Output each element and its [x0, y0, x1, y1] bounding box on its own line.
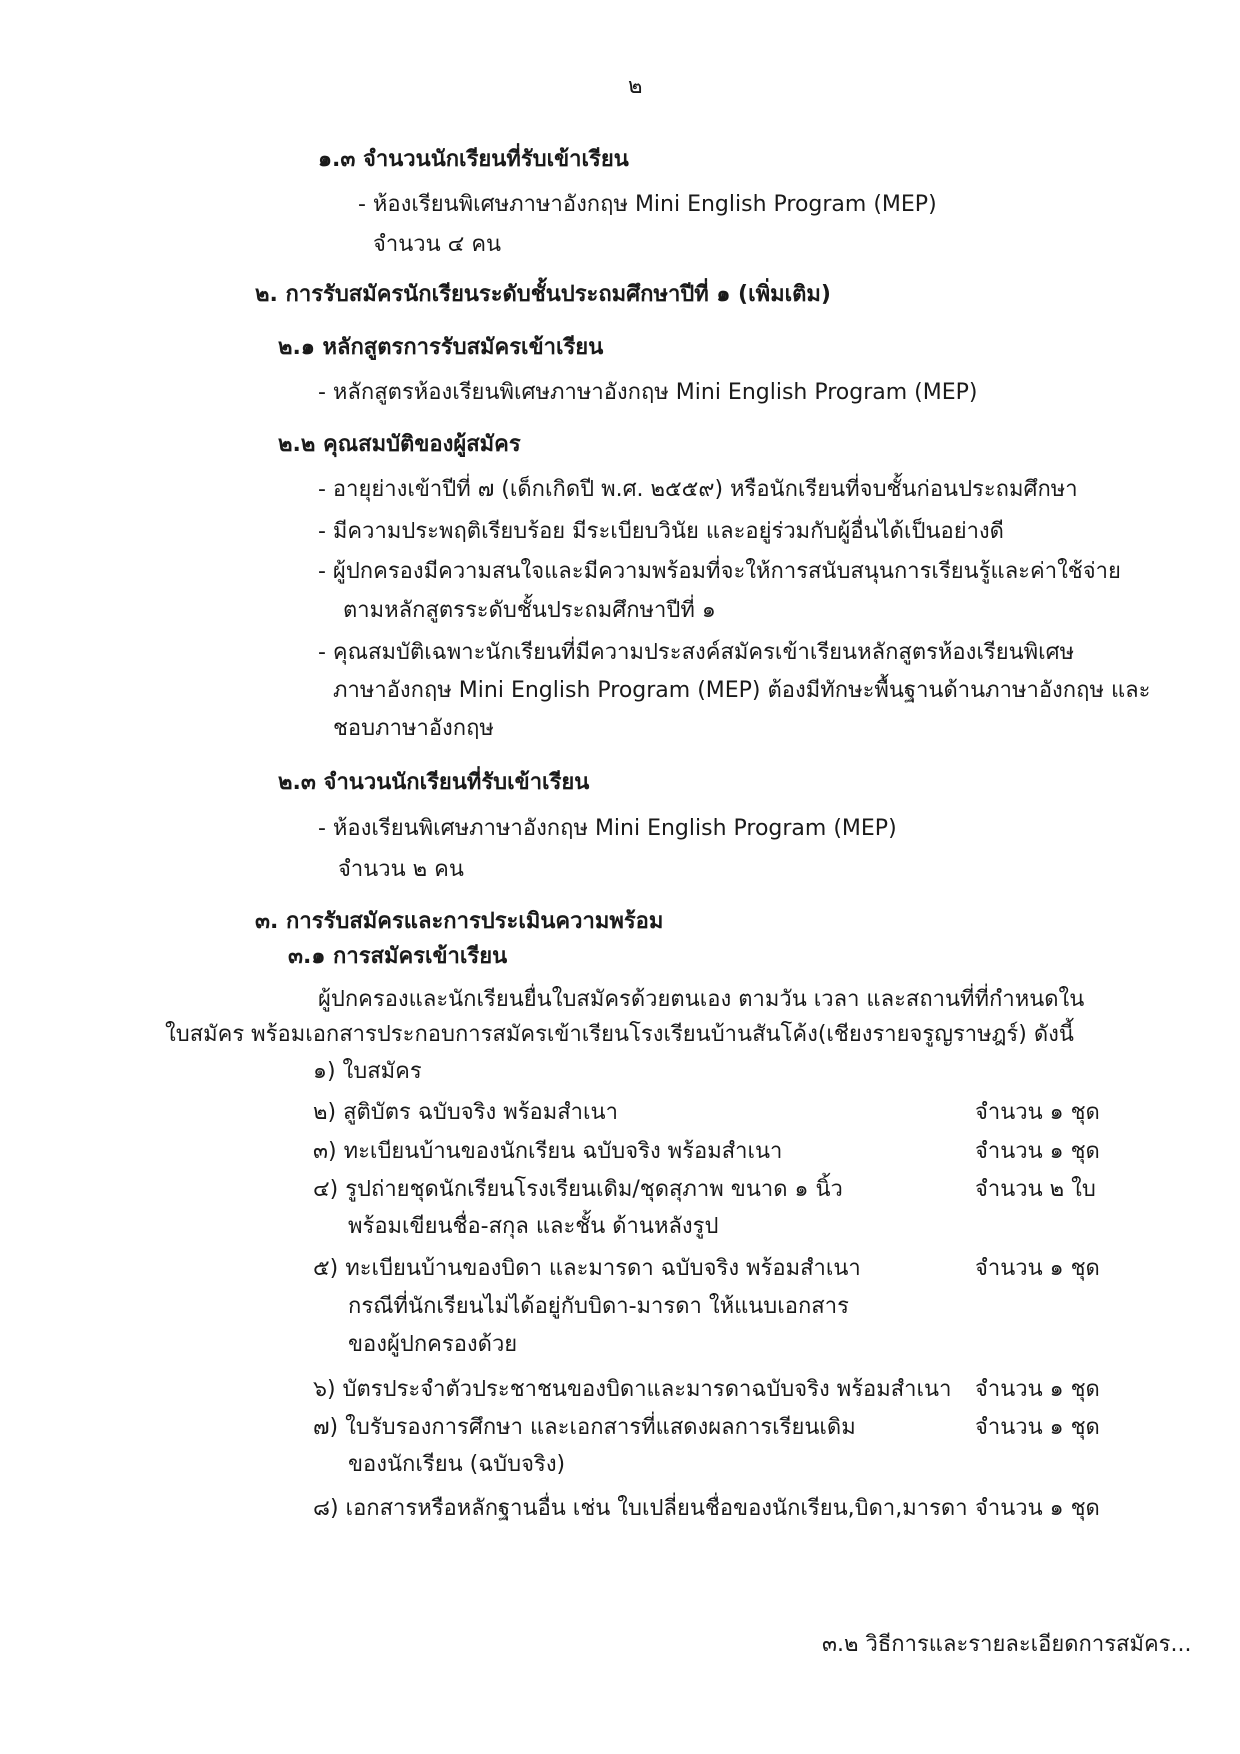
section-1-3-heading: ๑.๓ จำนวนนักเรียนที่รับเข้าเรียน	[318, 147, 629, 172]
document-item-label: ๓) ทะเบียนบ้านของนักเรียน ฉบับจริง พร้อมสำเนา	[313, 1139, 783, 1164]
section-2-3-item: - ห้องเรียนพิเศษภาษาอังกฤษ Mini English Program (MEP)	[318, 816, 897, 841]
document-item-label: ๔) รูปถ่ายชุดนักเรียนโรงเรียนเดิม/ชุดสุภาพ ขนาด ๑ นิ้ว	[313, 1177, 843, 1202]
qualification-line: - คุณสมบัติเฉพาะนักเรียนที่มีความประสงค์สมัครเข้าเรียนหลักสูตรห้องเรียนพิเศษ	[318, 640, 1075, 665]
qualification-line: ภาษาอังกฤษ Mini English Program (MEP) ต้องมีทักษะพื้นฐานด้านภาษาอังกฤษ และ	[333, 678, 1151, 703]
section-1-3-item: - ห้องเรียนพิเศษภาษาอังกฤษ Mini English Program (MEP)	[358, 192, 937, 217]
section-3-1-heading: ๓.๑ การสมัครเข้าเรียน	[288, 944, 508, 969]
page-continuation-note: ๓.๒ วิธีการและรายละเอียดการสมัคร...	[822, 1632, 1192, 1657]
document-item-quantity: จำนวน ๑ ชุด	[975, 1139, 1100, 1164]
section-2-1-item: - หลักสูตรห้องเรียนพิเศษภาษาอังกฤษ Mini English Program (MEP)	[318, 380, 978, 405]
document-item-label: ๖) บัตรประจำตัวประชาชนของบิดาและมารดาฉบับจริง พร้อมสำเนา	[313, 1377, 952, 1402]
qualification-line: - อายุย่างเข้าปีที่ ๗ (เด็กเกิดปี พ.ศ. ๒๕๕๙) หรือนักเรียนที่จบชั้นก่อนประถมศึกษา	[318, 477, 1078, 502]
section-3-heading: ๓. การรับสมัครและการประเมินความพร้อม	[255, 909, 664, 934]
document-item-quantity: จำนวน ๒ ใบ	[975, 1177, 1096, 1202]
qualification-line: ชอบภาษาอังกฤษ	[333, 716, 494, 741]
document-item-label: ๕) ทะเบียนบ้านของบิดา และมารดา ฉบับจริง พร้อมสำเนา	[313, 1256, 861, 1281]
document-item-label: ของผู้ปกครองด้วย	[348, 1332, 518, 1357]
document-item-quantity: จำนวน ๑ ชุด	[975, 1415, 1100, 1440]
document-item-label: ๒) สูติบัตร ฉบับจริง พร้อมสำเนา	[313, 1100, 618, 1125]
section-2-1-heading: ๒.๑ หลักสูตรการรับสมัครเข้าเรียน	[278, 335, 604, 360]
section-3-1-paragraph: ผู้ปกครองและนักเรียนยื่นใบสมัครด้วยตนเอง ตามวัน เวลา และสถานที่ที่กำหนดใน	[318, 987, 1085, 1012]
document-item-label: ๘) เอกสารหรือหลักฐานอื่น เช่น ใบเปลี่ยนชื่อของนักเรียน,บิดา,มารดา	[313, 1496, 968, 1521]
document-item-quantity: จำนวน ๑ ชุด	[975, 1100, 1100, 1125]
document-item-quantity: จำนวน ๑ ชุด	[975, 1377, 1100, 1402]
document-item-label: ๑) ใบสมัคร	[313, 1059, 422, 1084]
qualification-line: ตามหลักสูตรระดับชั้นประถมศึกษาปีที่ ๑	[343, 598, 716, 623]
section-2-heading: ๒. การรับสมัครนักเรียนระดับชั้นประถมศึกษาปีที่ ๑ (เพิ่มเติม)	[255, 282, 831, 307]
document-item-label: ของนักเรียน (ฉบับจริง)	[348, 1452, 566, 1477]
document-item-label: กรณีที่นักเรียนไม่ได้อยู่กับบิดา-มารดา ให้แนบเอกสาร	[348, 1294, 849, 1319]
document-item-quantity: จำนวน ๑ ชุด	[975, 1496, 1100, 1521]
qualification-line: - ผู้ปกครองมีความสนใจและมีความพร้อมที่จะให้การสนับสนุนการเรียนรู้และค่าใช้จ่าย	[318, 559, 1121, 584]
section-1-3-count: จำนวน ๔ คน	[373, 232, 502, 257]
document-item-label: พร้อมเขียนชื่อ-สกุล และชั้น ด้านหลังรูป	[348, 1214, 719, 1239]
section-2-2-heading: ๒.๒ คุณสมบัติของผู้สมัคร	[278, 432, 521, 457]
section-3-1-paragraph: ใบสมัคร พร้อมเอกสารประกอบการสมัครเข้าเรียนโรงเรียนบ้านสันโค้ง(เชียงรายจรูญราษฎร์) ดังนี้	[165, 1022, 1074, 1047]
document-item-quantity: จำนวน ๑ ชุด	[975, 1256, 1100, 1281]
document-item-label: ๗) ใบรับรองการศึกษา และเอกสารที่แสดงผลการเรียนเดิม	[313, 1415, 856, 1440]
qualification-line: - มีความประพฤติเรียบร้อย มีระเบียบวินัย และอยู่ร่วมกับผู้อื่นได้เป็นอย่างดี	[318, 519, 1004, 544]
section-2-3-heading: ๒.๓ จำนวนนักเรียนที่รับเข้าเรียน	[278, 770, 590, 795]
section-2-3-count: จำนวน ๒ คน	[338, 857, 464, 882]
page-number: ๒	[628, 74, 643, 99]
